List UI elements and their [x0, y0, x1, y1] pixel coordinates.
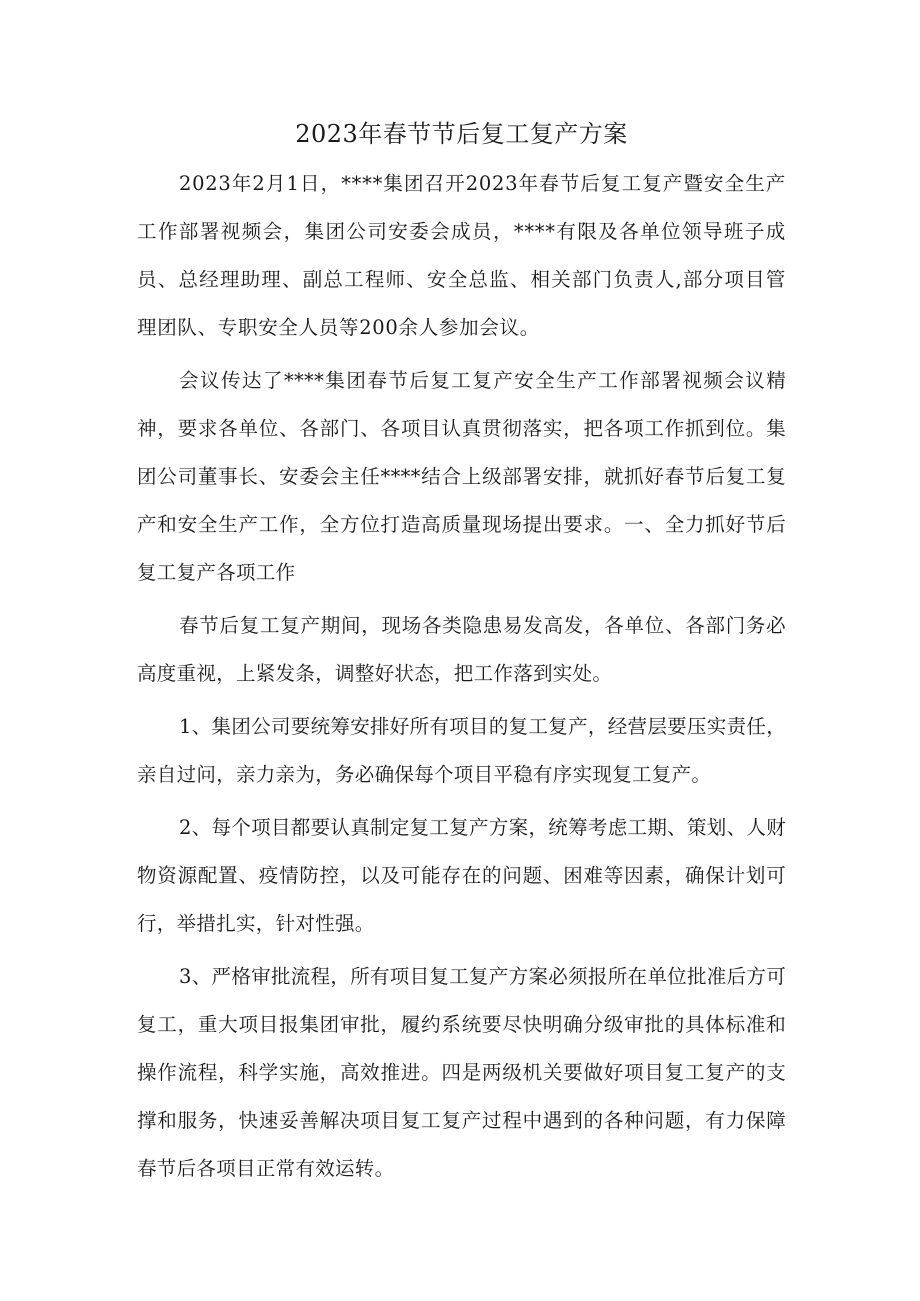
paragraph-meeting-spirit: 会议传达了****集团春节后复工复产安全生产工作部署视频会议精神，要求各单位、各部门、各项目认真贯彻落实，把各项工作抓到位。集团公司董事长、安委会主任****结合上级部署安排，就抓好春节后复工复产和安全生产工作，全方位打造高质量现场提出要求。一、全力抓好节后复工复产各项工作 — [137, 369, 786, 584]
document-title: 2023年春节节后复工复产方案 — [295, 120, 628, 148]
paragraph-item-1: 1、集团公司要统筹安排好所有项目的复工复产，经营层要压实责任，亲自过问，亲力亲为，务必确保每个项目平稳有序实现复工复产。 — [137, 715, 786, 786]
paragraph-item-2: 2、每个项目都要认真制定复工复产方案，统筹考虑工期、策划、人财物资源配置、疫情防控，以及可能存在的问题、困难等因素，确保计划可行，举措扎实，针对性强。 — [137, 816, 786, 935]
paragraph-item-3: 3、严格审批流程，所有项目复工复产方案必须报所在单位批准后方可复工，重大项目报集团审批，履约系统要尽快明确分级审批的具体标准和操作流程，科学实施，高效推进。四是两级机关要做好项目复工复产的支撑和服务，快速妥善解决项目复工复产过程中遇到的各种问题，有力保障春节后各项目正常有效运转。 — [137, 965, 786, 1180]
paragraph-meeting-intro: 2023年2月1日，****集团召开2023年春节后复工复产暨安全生产工作部署视频会，集团公司安委会成员，****有限及各单位领导班子成员、总经理助理、副总工程师、安全总监、相关部门负责人,部分项目管理团队、专职安全人员等200余人参加会议。 — [137, 172, 786, 339]
paragraph-hazard-warning: 春节后复工复产期间，现场各类隐患易发高发，各单位、各部门务必高度重视，上紧发条，调整好状态，把工作落到实处。 — [137, 614, 786, 685]
